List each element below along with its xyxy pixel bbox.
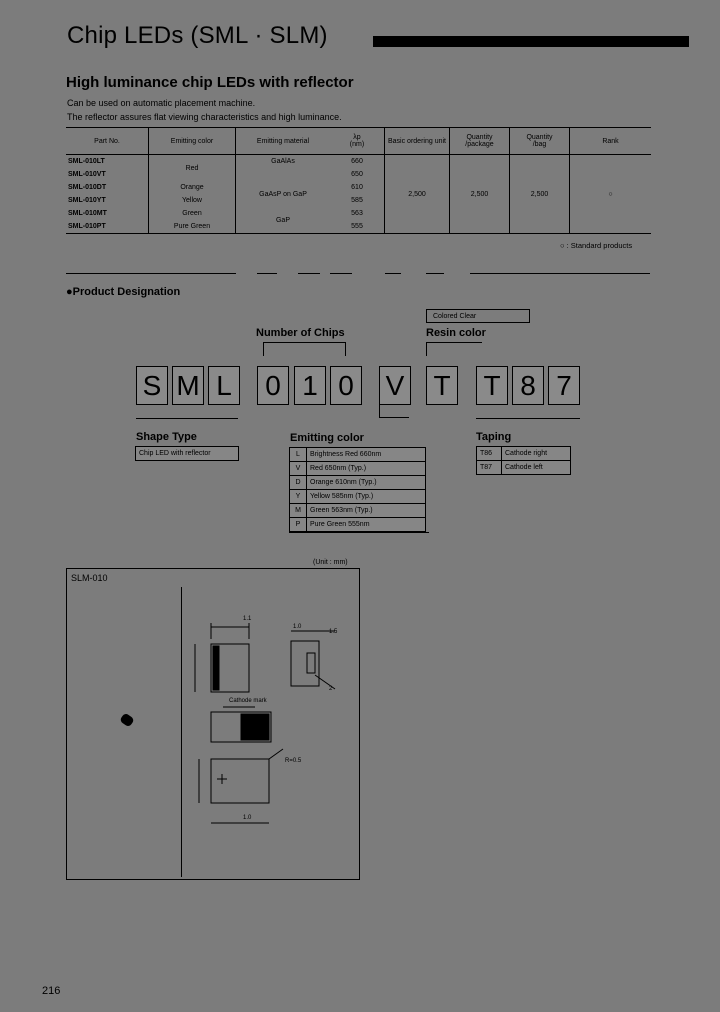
package-outline-drawing [185, 609, 355, 841]
divider-segment [257, 273, 277, 274]
code-char: 8 [512, 366, 544, 405]
dim-b: 1.5 [329, 629, 338, 635]
dim-e: 1.0 [243, 815, 252, 821]
header-color: Emitting color [149, 128, 236, 155]
cell-color: Red [149, 155, 236, 182]
cell-wavelength: 585 [351, 197, 363, 204]
bracket-line [379, 405, 380, 417]
emit-key: M [290, 504, 307, 518]
title-rule [373, 36, 689, 47]
cell-part: SML-010YT [68, 197, 106, 204]
code-char: M [172, 366, 204, 405]
unit-label: (Unit : mm) [313, 559, 348, 566]
divider-segment [330, 273, 352, 274]
resin-color-box: Colored Clear [426, 309, 530, 323]
cell-basic-unit: 2,500 [385, 155, 450, 234]
standard-products-note: ○ : Standard products [560, 241, 633, 250]
code-char: 7 [548, 366, 580, 405]
cell-wavelength: 555 [351, 223, 363, 230]
bracket-line [345, 342, 346, 356]
header-basic: Basic ordering unit [385, 128, 450, 155]
cell-rank: ○ [570, 155, 652, 234]
emit-value: Yellow 585nm (Typ.) [307, 490, 426, 504]
cell-color: Green [149, 207, 236, 220]
header-qty-package-l1: Quantity [466, 134, 493, 141]
table-row [290, 504, 426, 518]
table-row [290, 476, 426, 490]
emit-value: Green 563nm (Typ.) [307, 504, 426, 518]
bracket-line [426, 342, 427, 356]
header-material: Emitting material [236, 128, 331, 155]
header-qty-bag [510, 128, 570, 155]
code-char: V [379, 366, 411, 405]
spec-table-header [66, 128, 651, 155]
emit-value: Brightness Red 660nm [307, 448, 426, 462]
drawing-divider [181, 587, 182, 877]
header-wavelength-l1: λp [353, 134, 361, 141]
table-row [290, 518, 426, 532]
divider-segment [298, 273, 320, 274]
cell-part: SML-010DT [68, 184, 107, 191]
product-designation-heading: ●Product Designation [66, 286, 181, 298]
cell-part: SML-010MT [68, 210, 107, 217]
cell-color: Pure Green [149, 220, 236, 234]
cell-part: SML-010PT [68, 223, 106, 230]
table-row [290, 462, 426, 476]
cell-material: GaAsP on GaP [236, 181, 331, 207]
polarity-mark [217, 774, 227, 784]
cell-qty-bag: 2,500 [510, 155, 570, 234]
emit-key: Y [290, 490, 307, 504]
table-row [290, 490, 426, 504]
bracket-line [379, 417, 409, 418]
emit-value: Orange 610nm (Typ.) [307, 476, 426, 490]
table-row [477, 447, 571, 461]
table-row [290, 448, 426, 462]
code-char: 1 [294, 366, 326, 405]
code-char: T [426, 366, 458, 405]
bracket-line [476, 418, 580, 419]
cell-color: Yellow [149, 194, 236, 207]
emitting-color-table [289, 447, 426, 532]
shape-type-label: Shape Type [136, 431, 197, 443]
emit-key: P [290, 518, 307, 532]
header-part: Part No. [66, 128, 149, 155]
taping-table [476, 446, 571, 475]
cell-part: SML-010VT [68, 171, 106, 178]
drawing-model-label: SLM-010 [71, 573, 108, 583]
bracket-line [263, 342, 264, 356]
cell-material [236, 168, 331, 181]
taping-key: T87 [477, 461, 502, 475]
cell-color: Orange [149, 181, 236, 194]
code-char: 0 [257, 366, 289, 405]
cell-part: SML-010LT [68, 158, 105, 165]
cell-wavelength: 610 [351, 184, 363, 191]
top-view-cathode-mark [241, 714, 269, 740]
cathode-mark-label: Cathode mark [229, 698, 267, 704]
section-subtitle: High luminance chip LEDs with reflector [66, 74, 354, 91]
emitting-color-label: Emitting color [290, 432, 364, 444]
divider-segment [385, 273, 401, 274]
bracket-line [426, 342, 482, 343]
taping-key: T86 [477, 447, 502, 461]
table-row [477, 461, 571, 475]
bracket-line [136, 418, 238, 419]
cell-material: GaP [236, 207, 331, 234]
cell-material: GaAlAs [236, 155, 331, 169]
header-qty-package-l2: /package [465, 141, 494, 148]
number-of-chips-label: Number of Chips [256, 327, 345, 339]
divider-segment [426, 273, 444, 274]
header-qty-package [450, 128, 510, 155]
code-char: S [136, 366, 168, 405]
dim-c: 1.0 [293, 624, 302, 630]
cell-wavelength: 563 [351, 210, 363, 217]
header-wavelength-l2: (nm) [349, 141, 365, 148]
leader-note: 2 [329, 686, 333, 692]
page-title: Chip LEDs (SML · SLM) [67, 22, 328, 49]
taping-label: Taping [476, 431, 512, 443]
divider-segment [66, 273, 236, 274]
bracket-line [289, 532, 429, 533]
taping-value: Cathode left [502, 461, 571, 475]
description-line-1: Can be used on automatic placement machine. [67, 98, 256, 108]
table-row [66, 155, 651, 169]
cell-qty-package: 2,500 [450, 155, 510, 234]
taping-value: Cathode right [502, 447, 571, 461]
cell-wavelength: 650 [351, 171, 363, 178]
emit-key: V [290, 462, 307, 476]
bottom-view-outline [211, 759, 269, 803]
shape-type-table [135, 446, 239, 461]
code-char: 0 [330, 366, 362, 405]
header-qty-bag-l1: Quantity [526, 134, 553, 141]
dimension-drawing [66, 568, 360, 880]
divider-segment [470, 273, 650, 274]
leader-line [269, 749, 283, 759]
header-qty-bag-l2: /bag [532, 141, 547, 148]
code-char: L [208, 366, 240, 405]
description-line-2: The reflector assures flat viewing characteristics and high luminance. [67, 112, 342, 122]
emit-key: D [290, 476, 307, 490]
led-illustration-icon [119, 712, 135, 727]
emit-value: Red 650nm (Typ.) [307, 462, 426, 476]
dim-a: 1.1 [243, 616, 252, 622]
shape-type-value: Chip LED with reflector [136, 447, 239, 461]
page-number: 216 [42, 985, 61, 997]
front-view-cathode-band [213, 646, 219, 690]
header-rank: Rank [570, 128, 652, 155]
cell-wavelength: 660 [351, 158, 363, 165]
emit-value: Pure Green 555nm [307, 518, 426, 532]
code-char: T [476, 366, 508, 405]
header-wavelength [330, 128, 385, 155]
resin-color-label: Resin color [426, 327, 486, 339]
spec-table [66, 127, 651, 234]
rounding-label: R=0.5 [285, 758, 302, 764]
bracket-line [263, 342, 345, 343]
emit-key: L [290, 448, 307, 462]
side-view-reflector [307, 653, 315, 673]
